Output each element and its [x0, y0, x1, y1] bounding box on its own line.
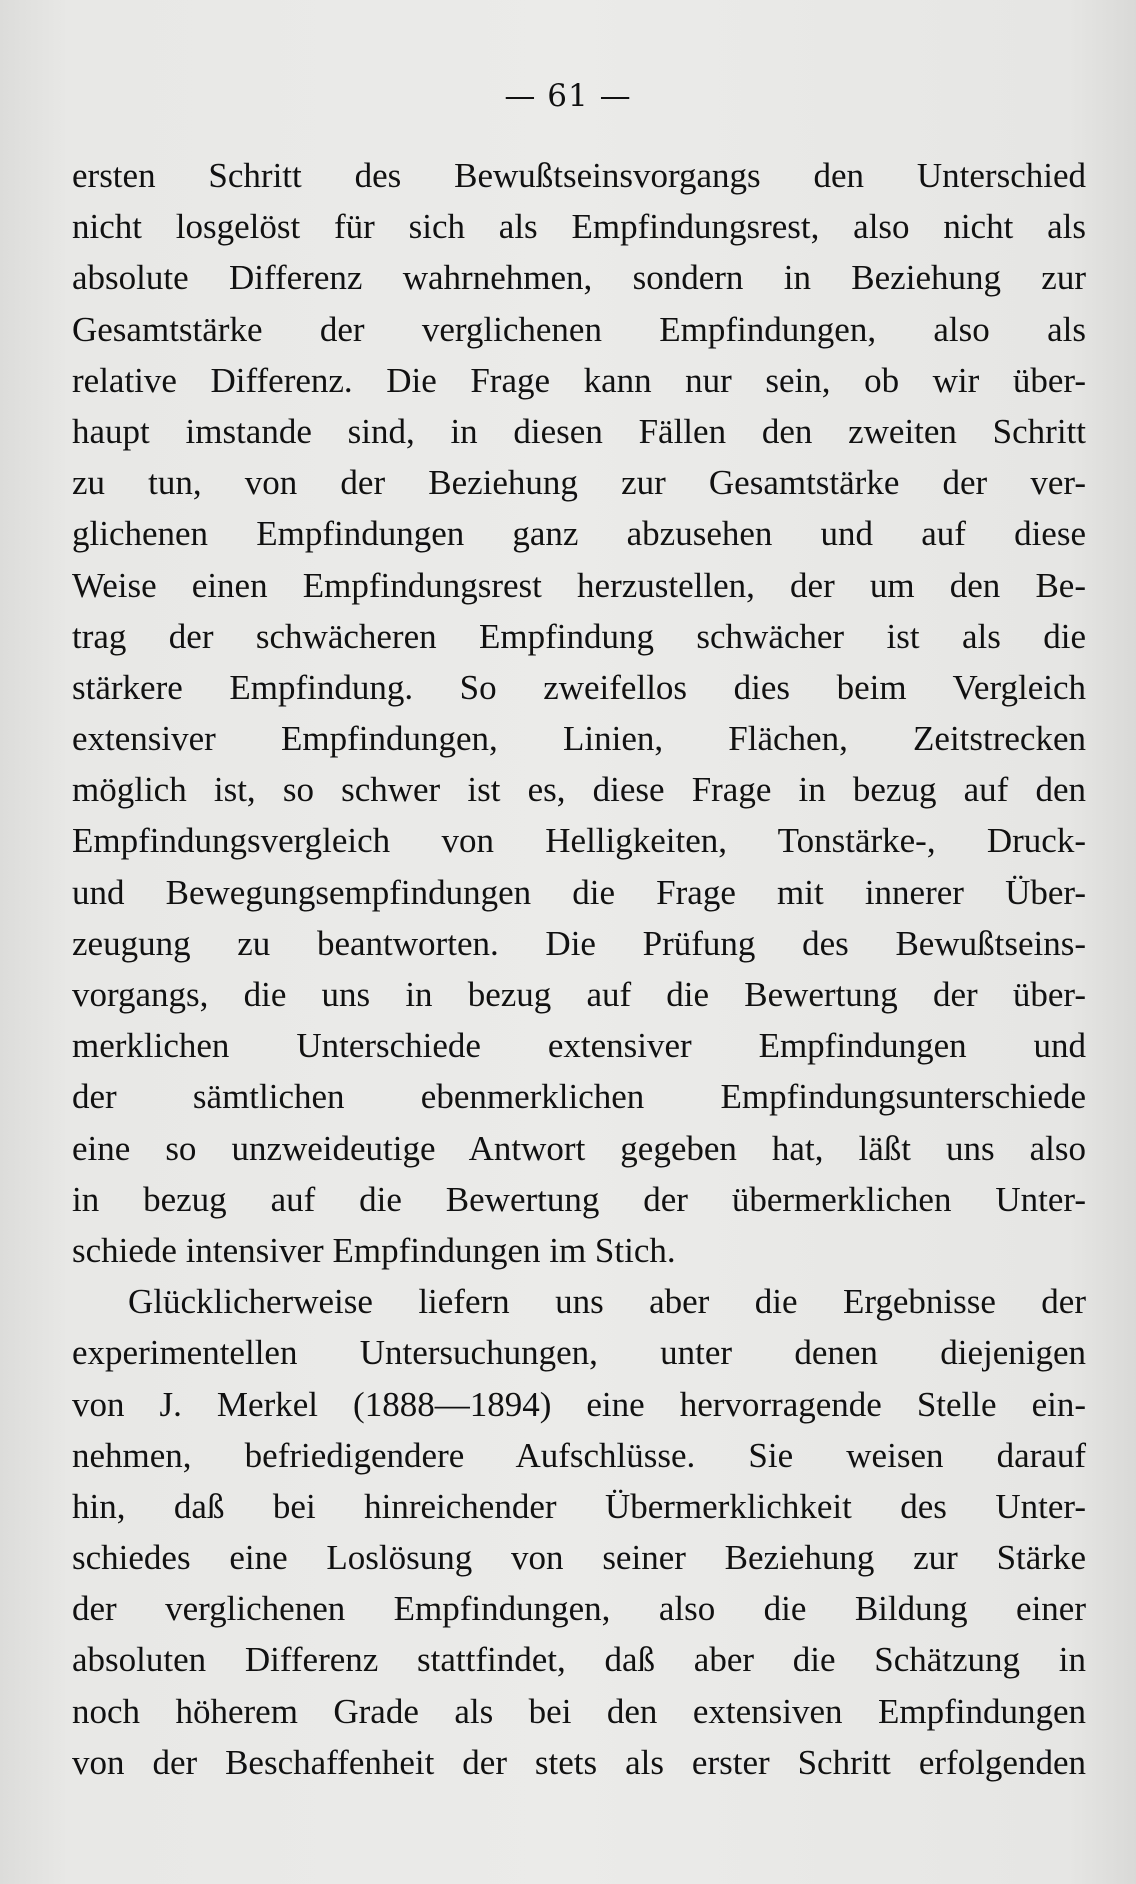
- text-line: und Bewegungsempfindungen die Frage mit innerer Über-: [72, 872, 1086, 912]
- text-line: der sämtlichen ebenmerklichen Empfindungsunterschiede: [72, 1077, 1086, 1117]
- text-line: nehmen, befriedigendere Aufschlüsse. Sie weisen darauf: [72, 1435, 1086, 1475]
- text-line: relative Differenz. Die Frage kann nur sein, ob wir über-: [72, 360, 1086, 400]
- text-line: noch höherem Grade als bei den extensiven Empfindungen: [72, 1691, 1086, 1731]
- text-line: Gesamtstärke der verglichenen Empfindungen, also als: [72, 309, 1086, 349]
- text-line: der verglichenen Empfindungen, also die Bildung einer: [72, 1589, 1086, 1629]
- text-line: experimentellen Untersuchungen, unter denen diejenigen: [72, 1333, 1086, 1373]
- text-line: Empfindungsvergleich von Helligkeiten, Tonstärke-, Druck-: [72, 821, 1086, 861]
- text-line: ersten Schritt des Bewußtseinsvorgangs den Unterschied: [72, 156, 1086, 195]
- text-line: haupt imstande sind, in diesen Fällen den zweiten Schritt: [72, 411, 1086, 451]
- text-line: Weise einen Empfindungsrest herzustellen, der um den Be-: [72, 565, 1086, 605]
- text-line: schiede intensiver Empfindungen im Stich.: [72, 1230, 676, 1270]
- text-line: trag der schwächeren Empfindung schwächer ist als die: [72, 616, 1086, 656]
- text-line: von der Beschaffenheit der stets als erster Schritt erfolgenden: [72, 1742, 1086, 1782]
- text-line: stärkere Empfindung. So zweifellos dies beim Vergleich: [72, 667, 1086, 707]
- text-line: vorgangs, die uns in bezug auf die Bewertung der über-: [72, 975, 1086, 1014]
- text-line: möglich ist, so schwer ist es, diese Frage in bezug auf den: [72, 770, 1086, 810]
- text-line: zeugung zu beantworten. Die Prüfung des Bewußtseins-: [72, 923, 1086, 963]
- text-line: schiedes eine Loslösung von seiner Beziehung zur Stärke: [72, 1538, 1086, 1578]
- text-line: absoluten Differenz stattfindet, daß aber die Schätzung in: [72, 1640, 1086, 1680]
- body-text: [72, 150, 1086, 1788]
- text-line: Glücklicherweise liefern uns aber die Ergebnisse der: [128, 1282, 1086, 1322]
- text-line: eine so unzweideutige Antwort gegeben hat, läßt uns also: [72, 1128, 1086, 1168]
- text-line: nicht losgelöst für sich als Empfindungsrest, also nicht als: [72, 207, 1086, 247]
- text-line: von J. Merkel (1888—1894) eine hervorragende Stelle ein-: [72, 1384, 1086, 1424]
- text-line: in bezug auf die Bewertung der übermerklichen Unter-: [72, 1179, 1086, 1219]
- text-line: hin, daß bei hinreichender Übermerklichkeit des Unter-: [72, 1486, 1086, 1526]
- text-line: merklichen Unterschiede extensiver Empfindungen und: [72, 1026, 1086, 1066]
- text-line: absolute Differenz wahrnehmen, sondern in Beziehung zur: [72, 258, 1086, 298]
- page-number: — 61 —: [504, 78, 632, 114]
- text-line: extensiver Empfindungen, Linien, Flächen, Zeitstrecken: [72, 719, 1086, 759]
- text-line: glichenen Empfindungen ganz abzusehen und auf diese: [72, 514, 1086, 554]
- text-line: zu tun, von der Beziehung zur Gesamtstärke der ver-: [72, 463, 1086, 503]
